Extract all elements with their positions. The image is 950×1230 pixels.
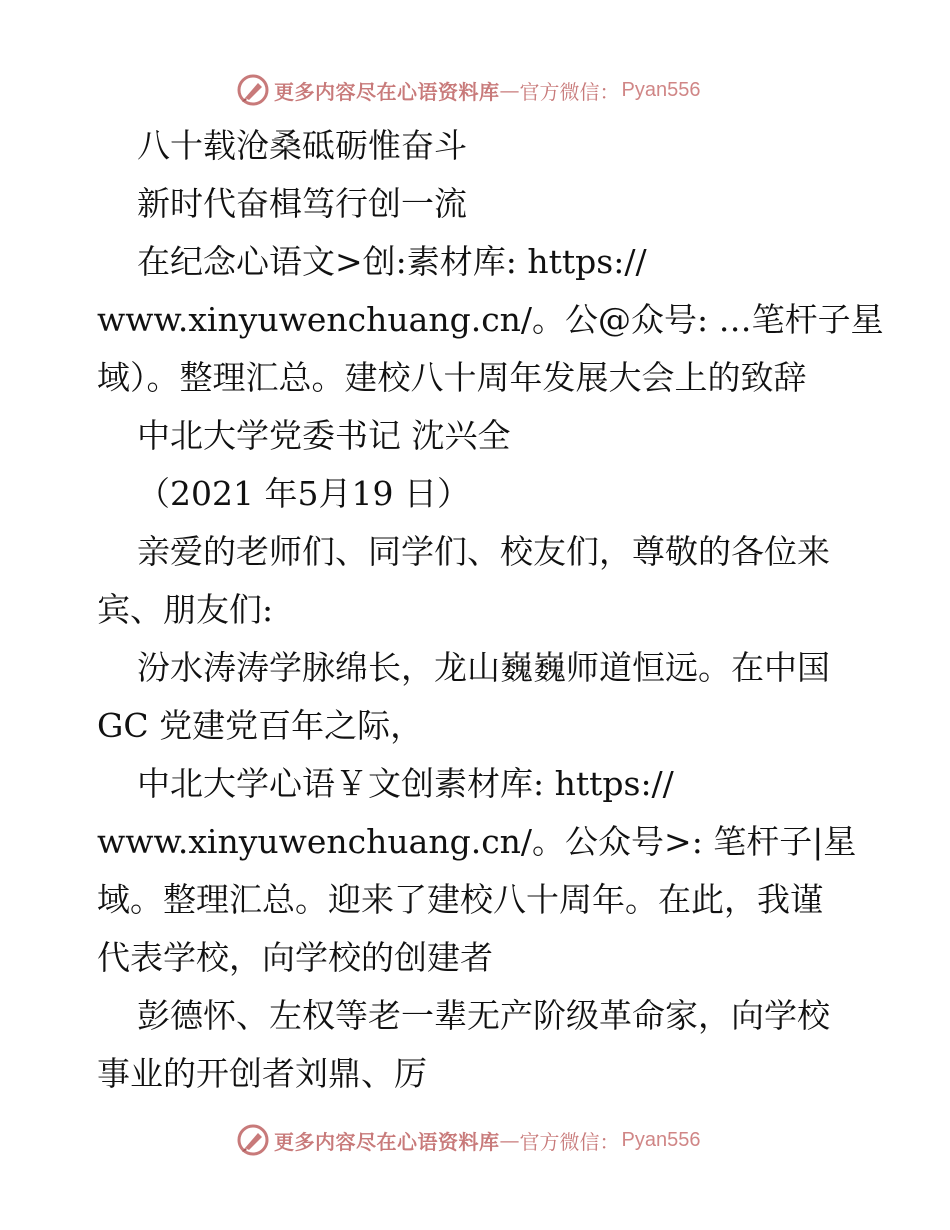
text-line: 在纪念心语文>创:素材库: https:// [137,242,647,281]
title-line-2: 新时代奋楫笃行创一流 [137,184,467,223]
banner-separator: — [499,78,520,102]
author-line: 中北大学党委书记 沈兴全 [137,416,511,455]
text-line: 彭德怀、左权等老一辈无产阶级革命家，向学校 [137,996,830,1035]
text-line: www.xinyuwenchuang.cn/。公@众号: …笔杆子星 [97,300,884,339]
banner-wechat-id: Pyan556 [621,78,701,101]
text-line: www.xinyuwenchuang.cn/。公众号>: 笔杆子|星 [97,822,857,861]
text-line: 代表学校，向学校的创建者 [97,938,493,977]
text-line: 宾、朋友们: [97,590,274,629]
text-line: 中北大学心语￥文创素材库: https:// [137,764,674,803]
text-line: GC 党建党百年之际， [97,706,424,745]
text-line: 亲爱的老师们、同学们、校友们，尊敬的各位来 [137,532,830,571]
banner-wechat-label: 官方微信： [519,79,620,104]
title-line-1: 八十载沧桑砥砺惟奋斗 [137,126,467,165]
banner-separator: — [499,1128,520,1152]
text-line: 域）。整理汇总。建校八十周年发展大会上的致辞 [97,358,807,397]
pen-nib-logo-icon [236,1123,270,1157]
text-line: 汾水涛涛学脉绵长，龙山巍巍师道恒远。在中国 [137,648,830,687]
banner-text: 更多内容尽在心语资料库 [274,1129,500,1154]
document-body [97,117,884,1103]
header-watermark-banner [236,70,700,110]
footer-watermark-banner [236,1120,700,1160]
banner-wechat-label: 官方微信： [519,1129,620,1154]
date-line: （2021 年5月19 日） [137,474,470,513]
pen-nib-logo-icon [236,73,270,107]
banner-text: 更多内容尽在心语资料库 [274,79,500,104]
text-line: 事业的开创者刘鼎、厉 [97,1054,427,1093]
banner-wechat-id: Pyan556 [621,1128,701,1151]
text-line: 域。整理汇总。迎来了建校八十周年。在此，我谨 [97,880,823,919]
